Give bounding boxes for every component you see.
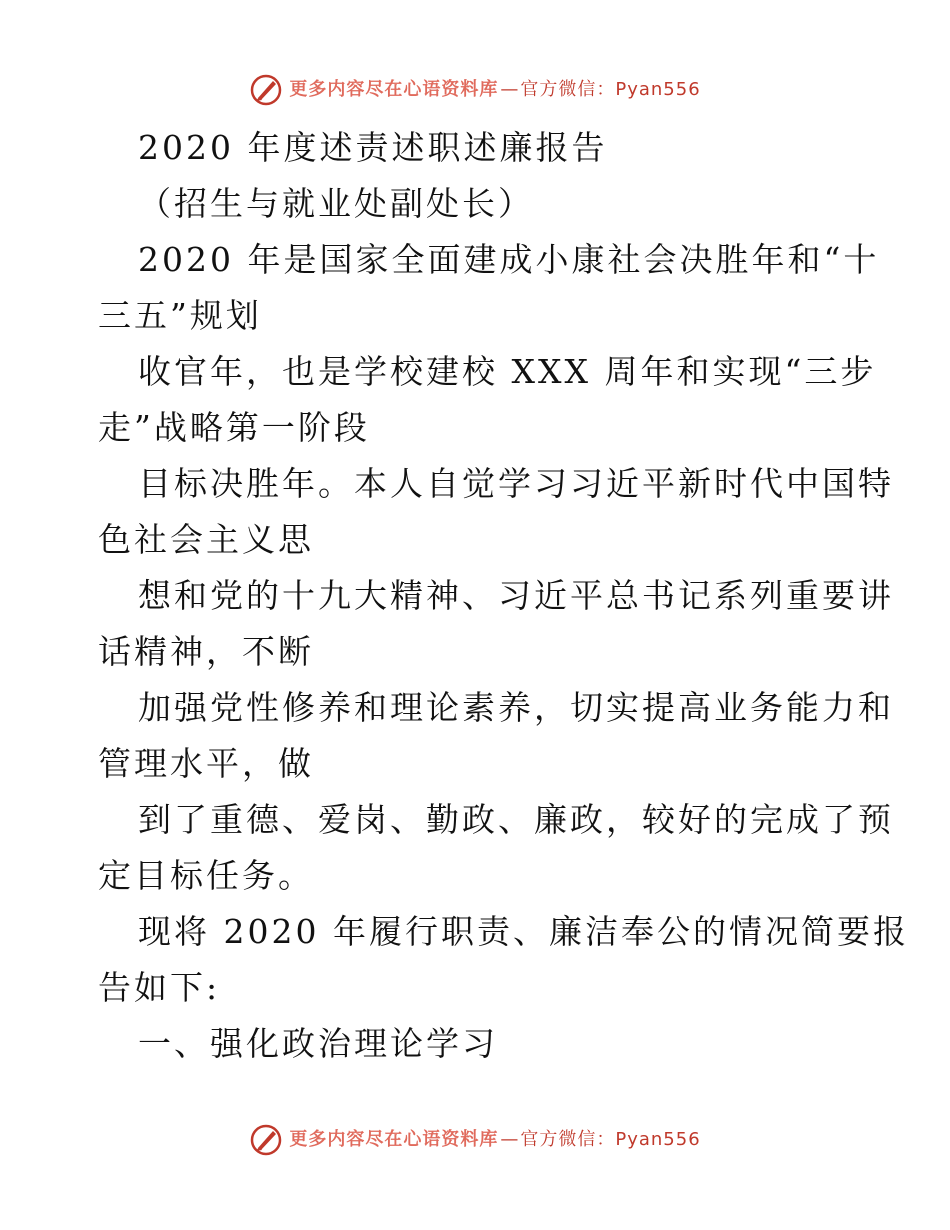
watermark-contact: 官方微信：Pyan556 (520, 79, 701, 100)
quill-pen-logo-icon (249, 73, 283, 107)
paragraph-line: 话精神，不断 (98, 632, 314, 671)
quill-pen-logo-icon (249, 1123, 283, 1157)
watermark-brand: 更多内容尽在心语资料库 (289, 79, 499, 100)
watermark-separator: — (500, 1129, 519, 1150)
watermark-brand: 更多内容尽在心语资料库 (289, 1129, 499, 1150)
watermark-contact: 官方微信：Pyan556 (520, 1129, 701, 1150)
paragraph-line: 色社会主义思 (98, 520, 314, 559)
document-body (98, 120, 909, 1072)
section-heading: 一、强化政治理论学习 (138, 1024, 498, 1063)
watermark-separator: — (500, 79, 519, 100)
paragraph-line: 现将 2020 年履行职责、廉洁奉公的情况简要报 (138, 912, 909, 951)
paragraph-line: 想和党的十九大精神、习近平总书记系列重要讲 (138, 576, 894, 615)
document-subtitle: （招生与就业处副处长） (138, 184, 534, 223)
paragraph-line: 管理水平，做 (98, 744, 314, 783)
paragraph-line: 告如下: (98, 968, 221, 1007)
watermark-header (0, 70, 950, 110)
paragraph-line: 三五”规划 (98, 296, 262, 335)
document-title: 2020 年度述责述职述廉报告 (138, 128, 608, 167)
paragraph-line: 加强党性修养和理论素养，切实提高业务能力和 (138, 688, 894, 727)
paragraph-line: 目标决胜年。本人自觉学习习近平新时代中国特 (138, 464, 894, 503)
paragraph-line: 走”战略第一阶段 (98, 408, 370, 447)
watermark-footer (0, 1120, 950, 1160)
paragraph-line: 2020 年是国家全面建成小康社会决胜年和“十 (138, 240, 880, 279)
paragraph-line: 到了重德、爱岗、勤政、廉政，较好的完成了预 (138, 800, 894, 839)
paragraph-line: 定目标任务。 (98, 856, 314, 895)
paragraph-line: 收官年，也是学校建校 XXX 周年和实现“三步 (138, 352, 877, 391)
